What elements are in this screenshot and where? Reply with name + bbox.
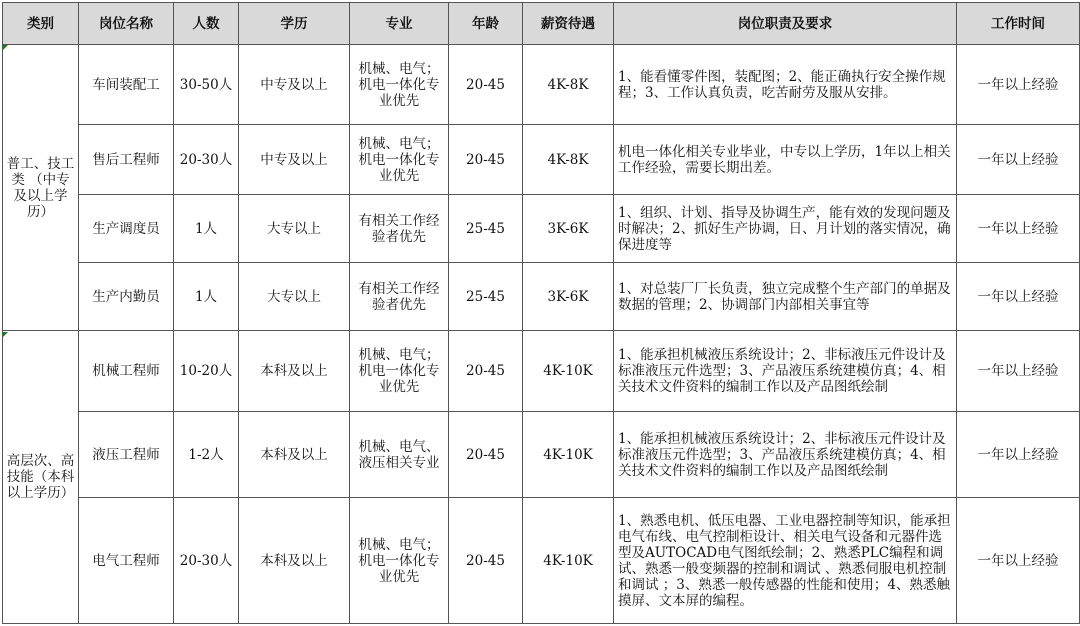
duties: 1、能看懂零件图，装配图；2、能正确执行安全操作规程；3、工作认真负责，吃苦耐劳及服从安排。: [614, 45, 957, 125]
education: 中专及以上: [239, 45, 350, 125]
duties: 1、能承担机械液压系统设计；2、非标液压元件设计及标准液压元件选型；3、产品液压系统建模仿真；4、相关技术文件资料的编制工作以及产品图纸绘制: [614, 412, 957, 498]
work-time: 一年以上经验: [957, 263, 1080, 331]
age: 25-45: [449, 195, 523, 263]
headcount: 1-2人: [174, 412, 239, 498]
salary: 3K-6K: [523, 195, 614, 263]
job-title: 生产内勤员: [79, 263, 174, 331]
duties: 机电一体化相关专业毕业，中专以上学历，1年以上相关工作经验，需要长期出差。: [614, 125, 957, 195]
cell-comment-marker: [3, 45, 8, 50]
major: 机械、电气；机电一体化专业优先: [350, 331, 449, 412]
header-work-time: 工作时间: [957, 3, 1080, 45]
job-title: 机械工程师: [79, 331, 174, 412]
headcount: 20-30人: [174, 498, 239, 624]
salary: 4K-10K: [523, 331, 614, 412]
education: 中专及以上: [239, 125, 350, 195]
duties: 1、对总装厂厂长负责，独立完成整个生产部门的单据及数据的管理；2、协调部门内部相关事宜等: [614, 263, 957, 331]
header-row: [3, 3, 1080, 45]
salary: 4K-10K: [523, 412, 614, 498]
work-time: 一年以上经验: [957, 195, 1080, 263]
major: 机械、电气；机电一体化专业优先: [350, 125, 449, 195]
work-time: 一年以上经验: [957, 331, 1080, 412]
major: 有相关工作经验者优先: [350, 195, 449, 263]
age: 20-45: [449, 331, 523, 412]
job-title: 售后工程师: [79, 125, 174, 195]
header-major: 专业: [350, 3, 449, 45]
education: 大专以上: [239, 263, 350, 331]
major: 机械、电气；机电一体化专业优先: [350, 498, 449, 624]
headcount: 1人: [174, 195, 239, 263]
category-cell: 普工、技工类 （中专及以上学历）: [3, 45, 79, 331]
table-row: [3, 498, 1080, 624]
header-education: 学历: [239, 3, 350, 45]
recruitment-table: [2, 2, 1080, 624]
table-row: [3, 331, 1080, 412]
table-row: [3, 263, 1080, 331]
header-salary: 薪资待遇: [523, 3, 614, 45]
work-time: 一年以上经验: [957, 498, 1080, 624]
salary: 3K-6K: [523, 263, 614, 331]
duties: 1、组织、计划、指导及协调生产，能有效的发现问题及时解决；2、抓好生产协调，日、月计划的落实情况，确保进度等: [614, 195, 957, 263]
education: 大专以上: [239, 195, 350, 263]
job-title: 车间装配工: [79, 45, 174, 125]
major: 有相关工作经验者优先: [350, 263, 449, 331]
category-cell: 高层次、高技能（本科以上学历）: [3, 331, 79, 624]
headcount: 30-50人: [174, 45, 239, 125]
duties: 1、熟悉电机、低压电器、工业电器控制等知识，能承担电气布线、电气控制柜设计、相关电气设备和元器件选型及AUTOCAD电气图纸绘制；2、熟悉PLC编程和调试、熟悉一般变频器的控制和调试 、熟悉伺服电机控制和调试 ；3、熟悉一般传感器的性能和使用；4、熟悉触摸屏、文本屏的编程。: [614, 498, 957, 624]
education: 本科及以上: [239, 498, 350, 624]
headcount: 1人: [174, 263, 239, 331]
header-category: 类别: [3, 3, 79, 45]
table-row: [3, 125, 1080, 195]
duties: 1、能承担机械液压系统设计；2、非标液压元件设计及标准液压元件选型；3、产品液压系统建模仿真；4、相关技术文件资料的编制工作以及产品图纸绘制: [614, 331, 957, 412]
work-time: 一年以上经验: [957, 412, 1080, 498]
job-title: 电气工程师: [79, 498, 174, 624]
education: 本科及以上: [239, 331, 350, 412]
header-duties: 岗位职责及要求: [614, 3, 957, 45]
salary: 4K-8K: [523, 45, 614, 125]
major: 机械、电气；机电一体化专业优先: [350, 45, 449, 125]
age: 20-45: [449, 412, 523, 498]
headcount: 10-20人: [174, 331, 239, 412]
age: 25-45: [449, 263, 523, 331]
cell-comment-marker: [3, 332, 8, 337]
headcount: 20-30人: [174, 125, 239, 195]
header-age: 年龄: [449, 3, 523, 45]
header-title: 岗位名称: [79, 3, 174, 45]
header-count: 人数: [174, 3, 239, 45]
table-row: [3, 195, 1080, 263]
age: 20-45: [449, 125, 523, 195]
salary: 4K-8K: [523, 125, 614, 195]
age: 20-45: [449, 45, 523, 125]
job-title: 液压工程师: [79, 412, 174, 498]
work-time: 一年以上经验: [957, 45, 1080, 125]
major: 机械、电气、液压相关专业: [350, 412, 449, 498]
age: 20-45: [449, 498, 523, 624]
table-row: [3, 412, 1080, 498]
work-time: 一年以上经验: [957, 125, 1080, 195]
salary: 4K-10K: [523, 498, 614, 624]
education: 本科及以上: [239, 412, 350, 498]
table-row: [3, 45, 1080, 125]
job-title: 生产调度员: [79, 195, 174, 263]
